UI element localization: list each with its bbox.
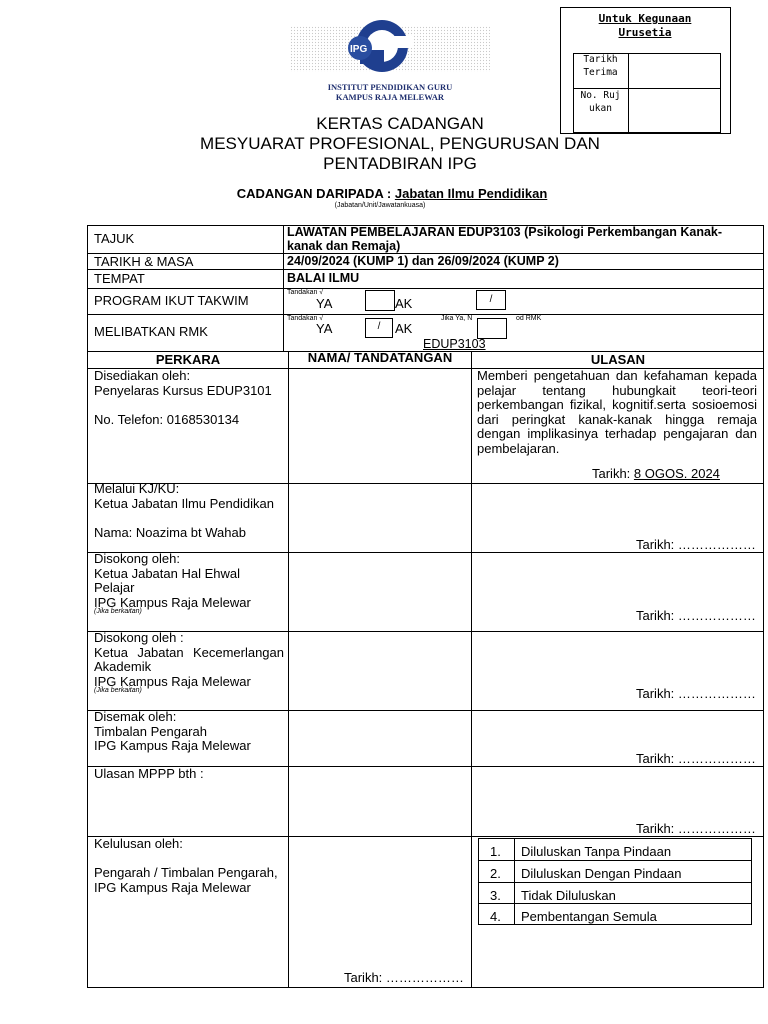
date-value: 8 OGOS. 2024 [633,466,720,481]
tajuk-value: LAWATAN PEMBELAJARAN EDUP3103 (Psikologi Perkembangan Kanak-kanak dan Remaja) [287,225,723,253]
option-label: Diluluskan Dengan Pindaan [521,866,682,881]
row-prepared-by-signature[interactable] [289,369,471,483]
col-header-perkara: PERKARA [155,352,221,367]
row-supported-academic-date: Tarikh: ……………… [636,686,756,701]
option-number: 1. [490,844,501,859]
proposal-from-label: CADANGAN DARIPADA : [236,186,392,201]
row-prepared-by-perkara: Disediakan oleh: Penyelaras Kursus EDUP3101 No. Telefon: 0168530134 [94,368,272,427]
rmk-tidak-checkbox[interactable] [477,318,507,339]
row-via-head-perkara: Melalui KJ/KU: Ketua Jabatan Ilmu Pendidikan Nama: Noazima bt Wahab [94,481,274,540]
title-line-3: PENTADBIRAN IPG [323,154,477,173]
row-mppp-perkara: Ulasan MPPP bth : [94,766,204,781]
tarikh-masa-value: 24/09/2024 (KUMP 1) dan 26/09/2024 (KUMP 2) [287,254,559,268]
row-reviewed-perkara: Disemak oleh: Timbalan Pengarah IPG Kampus Raja Melewar [94,709,251,753]
row-approval-signature[interactable] [289,837,471,967]
row-via-head-date: Tarikh: ……………… [636,537,756,552]
received-date-label: Tarikh Terima [583,54,618,78]
logo-campus-name: KAMPUS RAJA MELEWAR [335,92,445,102]
col-header-nama: NAMA/ TANDATANGAN [307,350,453,365]
row-supported-academic-signature[interactable] [289,632,471,710]
page-title [150,114,650,174]
row-supported-academic-note: (Jika berkaitan) [94,687,142,694]
approval-option-1[interactable] [479,839,751,860]
row-reviewed-signature[interactable] [289,711,471,766]
received-date-field[interactable] [629,54,720,88]
row-approval-date: Tarikh: ……………… [344,970,464,985]
ipg-logo [290,14,490,104]
rmk-code-hint-right: od RMK [516,315,542,322]
takwim-tick-mark: / [489,294,493,305]
rmk-ya-label: YA [316,321,333,336]
rmk-tick-mark: / [377,321,381,332]
row-supported-academic-perkara: Disokong oleh : Ketua Jabatan Kecemerlangan Akademik IPG Kampus Raja Melewar [94,630,284,689]
takwim-mark-hint: Tandakan √ [287,289,324,296]
title-line-1: KERTAS CADANGAN [316,114,484,133]
approval-option-3[interactable] [479,883,751,903]
row-mppp-signature[interactable] [289,767,471,836]
office-use-title: Untuk Kegunaan Urusetia [598,12,692,39]
row-via-head-signature[interactable] [289,484,471,552]
tempat-value: BALAI ILMU [287,271,360,285]
row-mppp-date: Tarikh: ……………… [636,821,756,836]
option-number: 2. [490,866,501,881]
row-supported-hep-date: Tarikh: ……………… [636,608,756,623]
svg-text:IPG: IPG [350,44,368,55]
rmk-mark-hint: Tandakan √ [287,315,324,322]
ipg-emblem-icon [290,14,490,84]
proposal-from-hint: (Jabatan/Unit/Jawatankuasa) [334,202,426,209]
approval-option-4[interactable] [479,904,751,924]
option-number: 3. [490,888,501,903]
rmk-label: MELIBATKAN RMK [94,324,208,339]
row-prepared-by-date [592,467,720,482]
option-number: 4. [490,909,501,924]
proposal-from-value: Jabatan Ilmu Pendidikan [394,186,548,201]
takwim-ya-label: YA [316,296,333,311]
rmk-tidak-label: AK [395,321,413,336]
col-header-ulasan: ULASAN [590,352,646,367]
takwim-ya-checkbox[interactable] [365,290,395,311]
option-label: Diluluskan Tanpa Pindaan [521,844,672,859]
row-reviewed-date: Tarikh: ……………… [636,751,756,766]
takwim-tidak-label: AK [395,296,413,311]
logo-institute-name: INSTITUT PENDIDIKAN GURU [327,82,453,92]
row-approval-perkara: Kelulusan oleh: Pengarah / Timbalan Pengarah, IPG Kampus Raja Melewar [94,836,278,895]
rmk-code-value: EDUP3103 [423,337,486,351]
tempat-label: TEMPAT [94,271,145,286]
row-supported-hep-signature[interactable] [289,553,471,631]
tarikh-masa-label: TARIKH & MASA [94,254,194,269]
row-supported-hep-perkara: Disokong oleh: Ketua Jabatan Hal Ehwal Pelajar IPG Kampus Raja Melewar [94,551,251,610]
title-line-2: MESYUARAT PROFESIONAL, PENGURUSAN DAN [200,134,600,153]
approval-option-2[interactable] [479,861,751,882]
reference-no-label: No. Rujukan [580,90,621,114]
takwim-label: PROGRAM IKUT TAKWIM [94,293,249,308]
option-label: Tidak Diluluskan [521,888,616,903]
tajuk-label: TAJUK [94,231,135,246]
row-supported-hep-note: (Jika berkaitan) [94,608,142,615]
proposal-from [150,187,634,202]
row-prepared-by-ulasan: Memberi pengetahuan dan kefahaman kepada pelajar tentang hubungkait teori-teori perkembangan fizikal, kognitif.serta sosioemosi dari peringkat kanak-kanak hingga remaja dengan implikasinya terhadap pengajaran dan pembelajaran. [477,368,757,456]
rmk-code-hint-left: Jika Ya, N [441,315,473,322]
option-label: Pembentangan Semula [521,909,657,924]
date-label: Tarikh: [592,466,631,481]
